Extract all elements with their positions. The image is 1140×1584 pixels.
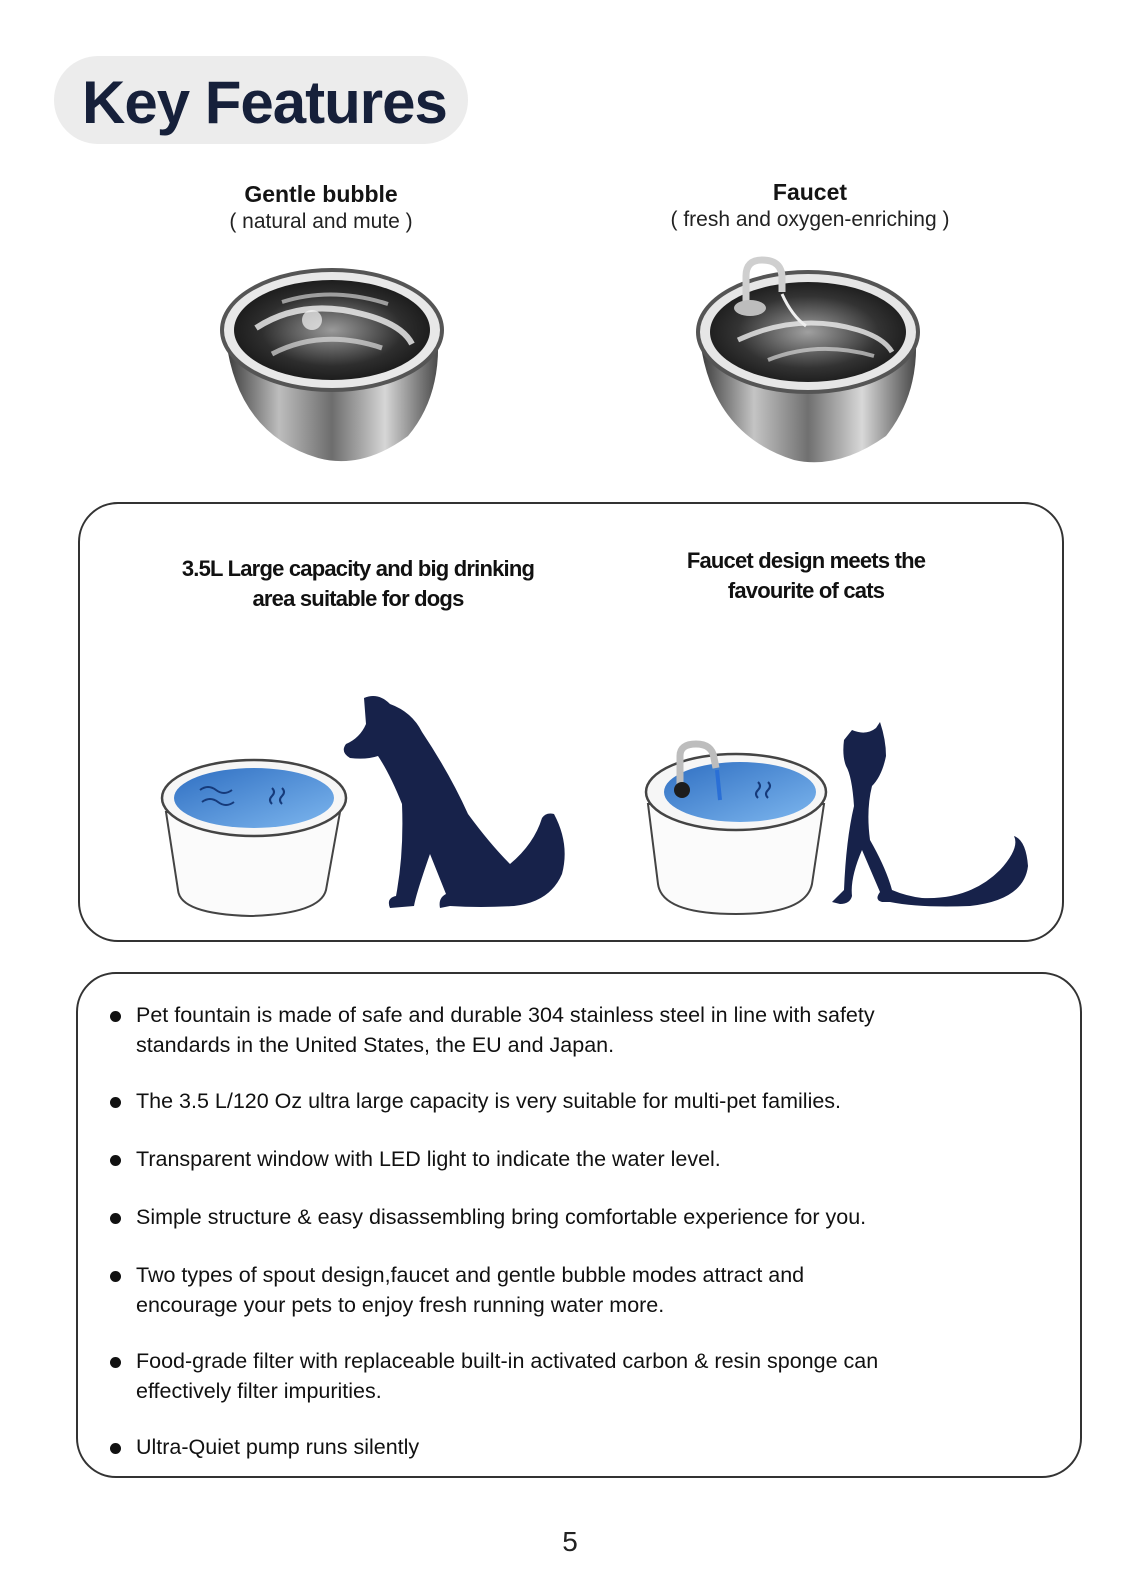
mode-description: ( fresh and oxygen-enriching ) <box>670 208 950 231</box>
feature-line: Transparent window with LED light to indicate the water level. <box>136 1147 721 1171</box>
feature-item <box>106 1202 1006 1232</box>
page-title: Key Features <box>82 69 447 136</box>
dog-with-fountain-icon <box>150 694 580 924</box>
feature-line: Food-grade filter with replaceable built-in activated carbon & resin sponge can <box>136 1349 879 1373</box>
dog-caption-line2: area suitable for dogs <box>252 586 464 611</box>
cat-caption-line2: favourite of cats <box>727 578 885 603</box>
dog-caption <box>138 554 578 614</box>
feature-line: Ultra-Quiet pump runs silently <box>136 1435 420 1459</box>
mode-description: ( natural and mute ) <box>229 210 413 233</box>
mode-gentle-bubble <box>171 180 471 236</box>
feature-line: effectively filter impurities. <box>136 1379 382 1403</box>
bullet-icon <box>110 1443 121 1454</box>
feature-line: encourage your pets to enjoy fresh running water more. <box>136 1293 665 1317</box>
bullet-icon <box>110 1097 121 1108</box>
mode-name: Faucet <box>772 179 848 205</box>
cat-caption <box>606 546 1006 606</box>
feature-item <box>106 1144 1006 1174</box>
mode-name: Gentle bubble <box>244 181 398 207</box>
mode-faucet <box>610 178 1010 234</box>
feature-line: Pet fountain is made of safe and durable 304 stainless steel in line with safety <box>136 1003 875 1027</box>
feature-item <box>106 1260 1006 1320</box>
feature-item <box>106 1086 1006 1116</box>
features-list <box>106 1000 1006 1462</box>
feature-item <box>106 1432 1006 1462</box>
dog-caption-line1: 3.5L Large capacity and big drinking <box>181 556 535 581</box>
feature-line: The 3.5 L/120 Oz ultra large capacity is very suitable for multi-pet families. <box>136 1089 842 1113</box>
stainless-bowl-faucet-icon <box>688 256 928 470</box>
feature-item <box>106 1346 1006 1406</box>
bullet-icon <box>110 1357 121 1368</box>
feature-item <box>106 1000 1006 1060</box>
feature-line: Two types of spout design,faucet and gentle bubble modes attract and <box>136 1263 805 1287</box>
bullet-icon <box>110 1271 121 1282</box>
feature-line: Simple structure & easy disassembling bring comfortable experience for you. <box>136 1205 867 1229</box>
page-number: 5 <box>562 1526 578 1557</box>
bullet-icon <box>110 1011 121 1022</box>
cat-caption-line1: Faucet design meets the <box>686 548 926 573</box>
bullet-icon <box>110 1155 121 1166</box>
stainless-bowl-bubble-icon <box>212 258 452 470</box>
bullet-icon <box>110 1213 121 1224</box>
cat-with-fountain-icon <box>640 720 1040 920</box>
feature-line: standards in the United States, the EU and Japan. <box>136 1033 615 1057</box>
